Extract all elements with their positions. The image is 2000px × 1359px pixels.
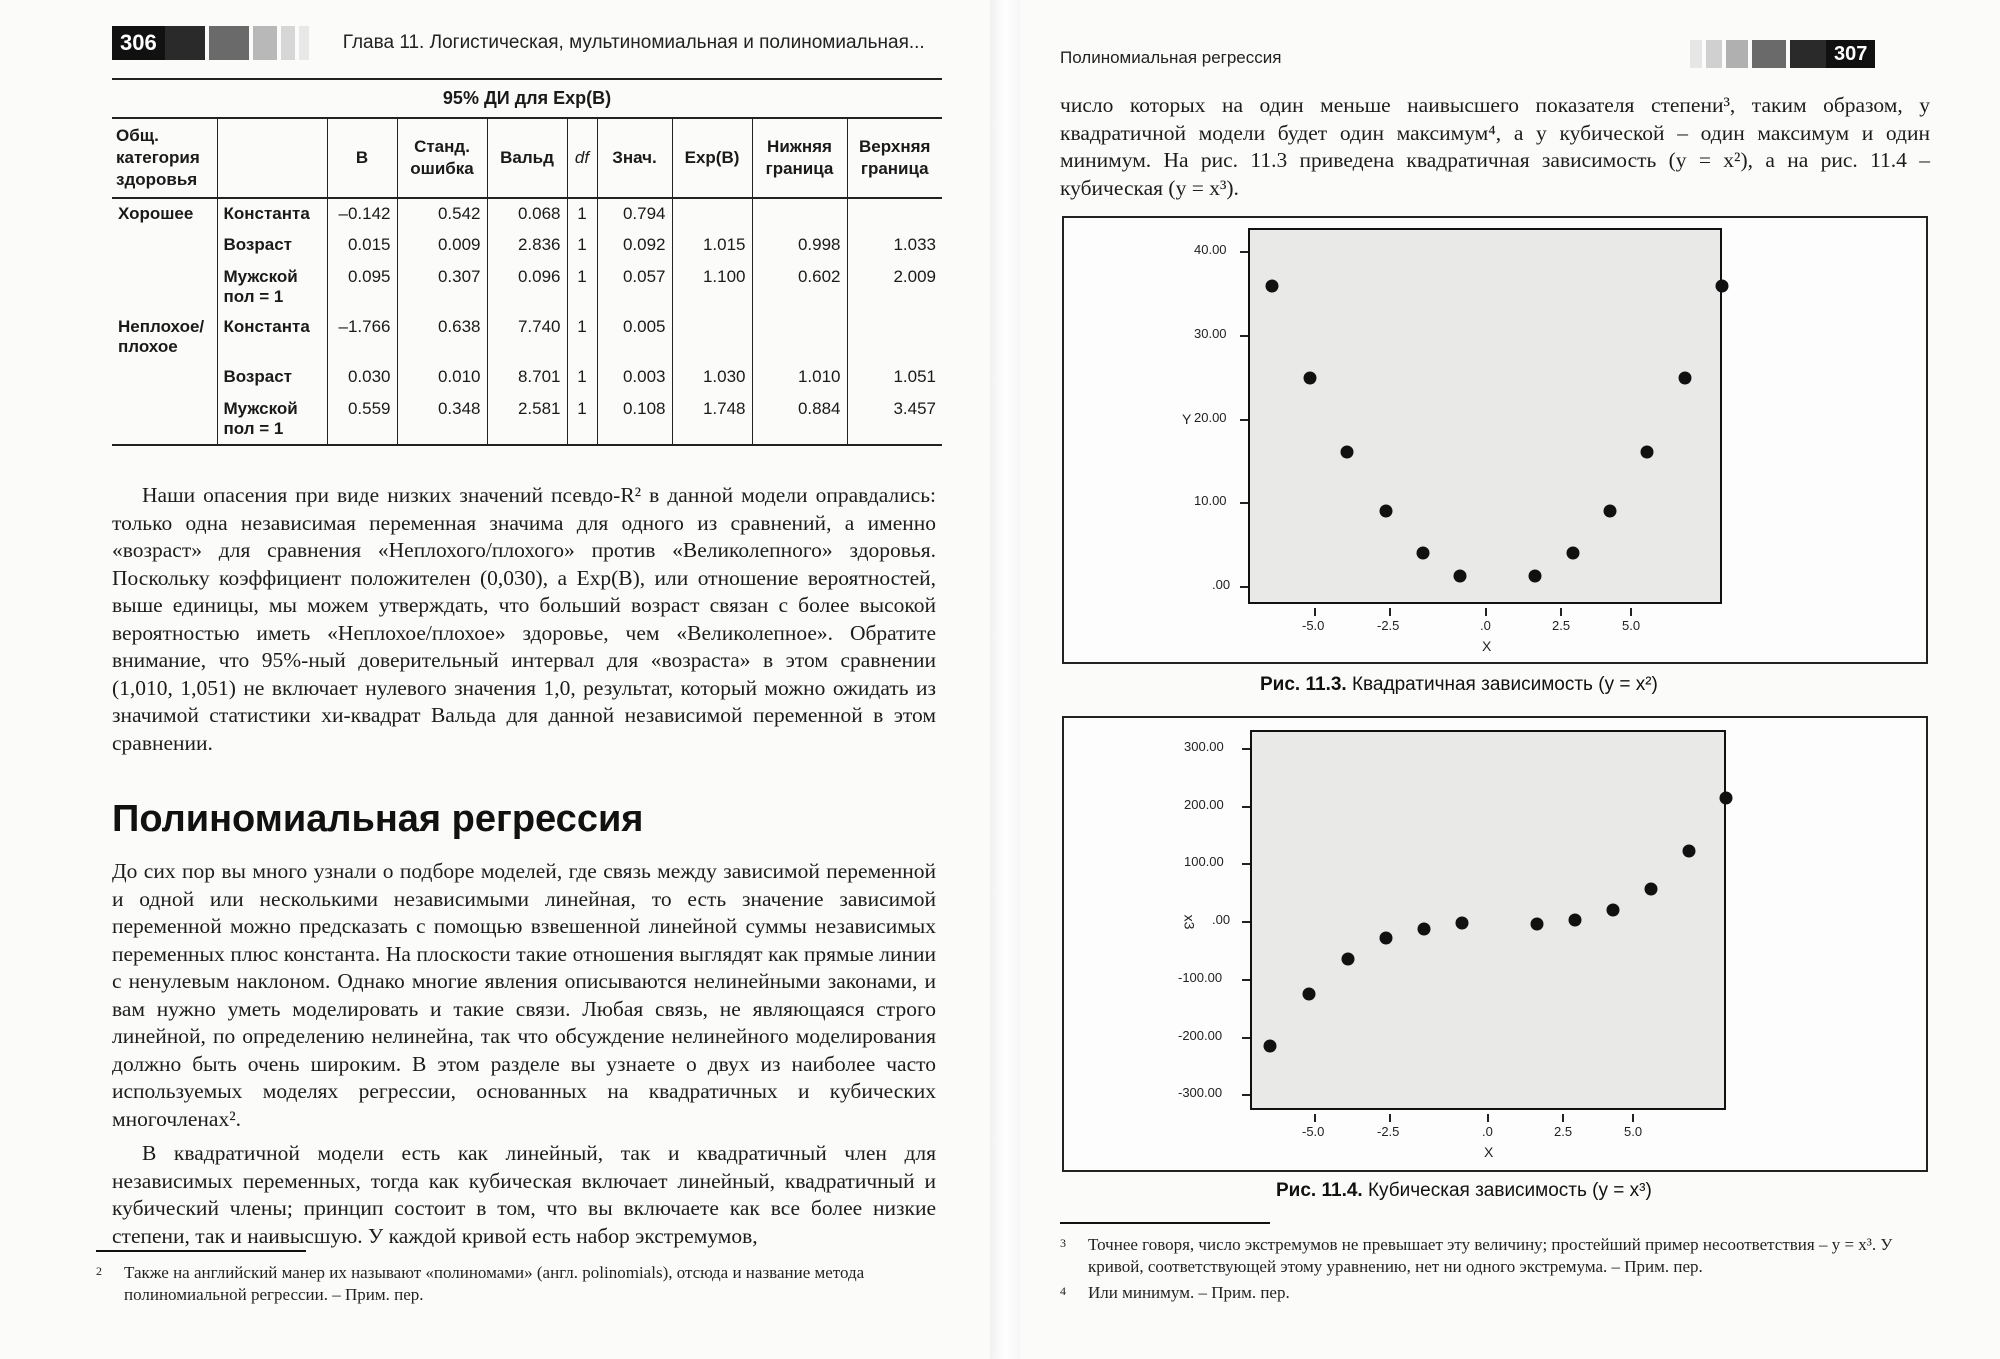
- data-point: [1418, 923, 1431, 936]
- data-point: [1264, 1040, 1277, 1053]
- col-header: Верхняя граница: [847, 119, 942, 198]
- cell-df: 1: [567, 198, 597, 230]
- cell-lower: 0.884: [752, 394, 847, 445]
- cell-df: 1: [567, 394, 597, 445]
- y-tick: [1240, 335, 1248, 337]
- cell-lower: 0.998: [752, 230, 847, 262]
- col-header: Нижняя граница: [752, 119, 847, 198]
- decorative-bar: [1726, 40, 1748, 68]
- x-tick-label: 5.0: [1624, 1124, 1643, 1139]
- x-axis-title: X: [1484, 1144, 1494, 1160]
- footnote-mark: 3: [1060, 1236, 1066, 1250]
- data-point: [1567, 547, 1580, 560]
- data-point: [1417, 547, 1430, 560]
- decorative-bar: [1790, 40, 1826, 68]
- cell-expb: [672, 198, 752, 230]
- decorative-bar: [209, 26, 249, 60]
- y-tick: [1242, 1037, 1250, 1039]
- col-header: df: [567, 119, 597, 198]
- cell-wald: 2.836: [487, 230, 567, 262]
- footnote-2: [96, 1262, 936, 1306]
- data-point: [1716, 280, 1729, 293]
- cell-se: 0.348: [397, 394, 487, 445]
- cell-wald: 0.096: [487, 262, 567, 312]
- decorative-bar: [253, 26, 277, 60]
- data-point: [1607, 904, 1620, 917]
- footnote-mark: 2: [96, 1264, 102, 1278]
- cell-expb: 1.748: [672, 394, 752, 445]
- paragraph-quadratic: [112, 1140, 936, 1250]
- page-number: 306: [112, 26, 165, 60]
- cell-expb: [672, 312, 752, 362]
- x-tick: [1632, 1114, 1634, 1122]
- x-tick-label: .0: [1480, 618, 1491, 633]
- footnote-text: Точнее говоря, число экстремумов не превышает эту величину; простейший пример несоответствия – y = x³. У кривой, соответствующей этому уравнению, нет ни одного экстремума. – Прим. пер.: [1088, 1235, 1893, 1276]
- cell-lower: 1.010: [752, 362, 847, 394]
- cell-lower: 0.602: [752, 262, 847, 312]
- cell-upper: [847, 312, 942, 362]
- footnotes-left: [96, 1262, 936, 1310]
- cell-sig: 0.794: [597, 198, 672, 230]
- data-point: [1531, 918, 1544, 931]
- y-tick-label: 300.00: [1184, 739, 1224, 754]
- paragraph-text: До сих пор вы много узнали о подборе моделей, где связь между зависимой переменной и одной или несколькими независимыми линейная, то есть значение зависимой переменной можно предсказать с помощью взвешенной линейной суммы независимых переменных плюс константа. На плоскости такие отношения выглядят как прямые линии с ненулевым наклоном. Однако многие явления описываются нелинейными законами, и вам нужно уметь моделировать и такие связи. Любая связь, не являющаяся строго линейной, по определению нелинейна, так что обсуждение нелинейного моделирования должно быть очень широким. В этом разделе вы узнаете о двух из наиболее часто используемых моделях регрессии, основанных на квадратичных и кубических многочленах².: [112, 859, 936, 1131]
- right-page: [1020, 0, 2000, 1359]
- figure-cubic: [1062, 716, 1928, 1172]
- cell-se: 0.542: [397, 198, 487, 230]
- data-point: [1380, 932, 1393, 945]
- table-caption: 95% ДИ для Exp(B): [112, 78, 942, 119]
- cell-se: 0.307: [397, 262, 487, 312]
- y-tick: [1240, 586, 1248, 588]
- running-head-left: [112, 26, 925, 60]
- footnote-rule: [1060, 1222, 1270, 1224]
- col-header: B: [327, 119, 397, 198]
- y-tick: [1242, 748, 1250, 750]
- regression-table: [112, 78, 942, 446]
- x-tick: [1314, 608, 1316, 616]
- x-tick: [1485, 608, 1487, 616]
- data-point: [1380, 505, 1393, 518]
- y-tick-label: 30.00: [1194, 326, 1227, 341]
- y-tick-label: .00: [1212, 577, 1231, 592]
- cell-group: [112, 230, 217, 262]
- cell-sig: 0.005: [597, 312, 672, 362]
- col-header: Общ. категория здоровья: [112, 119, 217, 198]
- footnotes-right: [1060, 1234, 1940, 1308]
- cell-b: –0.142: [327, 198, 397, 230]
- cell-wald: 8.701: [487, 362, 567, 394]
- figure-caption-text: Квадратичная зависимость (y = x²): [1351, 674, 1658, 695]
- footnote-text: Или минимум. – Прим. пер.: [1088, 1283, 1290, 1302]
- x-tick-label: 5.0: [1622, 618, 1641, 633]
- x-tick: [1389, 1114, 1391, 1122]
- plot-area: [1250, 730, 1726, 1110]
- y-tick-label: 20.00: [1194, 410, 1227, 425]
- cell-group: Неплохое/ плохое: [118, 317, 205, 357]
- x-tick-label: -2.5: [1377, 1124, 1400, 1139]
- col-header: Вальд: [487, 119, 567, 198]
- book-gutter: [990, 0, 1020, 1359]
- paragraph-text: Наши опасения при виде низких значений псевдо-R² в данной модели оправдались: только одна независимая переменная значима для одного из сравнений, а именно «возраст» для сравнения «Неплохого/плохого» против «Великолепного» здоровья. Поскольку коэффициент положителен (0,030), а Exp(B), или отношение вероятностей, выше единицы, мы можем утверждать, что больший возраст связан с более высокой вероятностью иметь «Неплохое/плохое» здоровье, чем «Великолепное». Обратите внимание, что 95%-ный доверительный интервал для «возраста» в этом сравнении (1,010, 1,051) не включает нулевого значения 1,0, результат, который можно ожидать из значимой статистики хи-квадрат Вальда для данной независимой переменной в этом сравнении.: [112, 483, 936, 755]
- footnote-4: [1060, 1282, 1940, 1304]
- cell-expb: 1.015: [672, 230, 752, 262]
- decorative-bar: [299, 26, 309, 60]
- cell-var: Константа: [217, 198, 327, 230]
- y-tick: [1240, 419, 1248, 421]
- y-tick-label: 40.00: [1194, 242, 1227, 257]
- cell-se: 0.010: [397, 362, 487, 394]
- data-point: [1641, 446, 1654, 459]
- x-tick: [1389, 608, 1391, 616]
- y-tick-label: 10.00: [1194, 493, 1227, 508]
- cell-group: [112, 262, 217, 312]
- cell-lower: [752, 198, 847, 230]
- decorative-bar: [281, 26, 295, 60]
- data-point: [1720, 792, 1733, 805]
- decorative-bar: [1706, 40, 1722, 68]
- x-tick-label: 2.5: [1552, 618, 1571, 633]
- y-tick: [1240, 251, 1248, 253]
- cell-expb: 1.030: [672, 362, 752, 394]
- cell-var: Мужской пол = 1: [217, 262, 327, 312]
- paragraph-intro: [112, 858, 936, 1133]
- cell-df: 1: [567, 362, 597, 394]
- data-point: [1456, 917, 1469, 930]
- data-point: [1679, 372, 1692, 385]
- cell-upper: 1.033: [847, 230, 942, 262]
- table-row: [112, 362, 942, 394]
- cell-var: Возраст: [217, 362, 327, 394]
- paragraph-text: В квадратичной модели есть как линейный, так и квадратичный член для независимых переменных, тогда как кубическая включает линейный, квадратичный и кубический члены; принцип состоит в том, что вы включаете как все более низкие степени, так и наивысшую. У каждой кривой есть набор экстремумов,: [112, 1141, 936, 1248]
- decorative-bar: [1752, 40, 1786, 68]
- y-tick: [1242, 806, 1250, 808]
- cell-wald: 2.581: [487, 394, 567, 445]
- running-head-right: [1060, 48, 1281, 68]
- cell-var: Мужской пол = 1: [217, 394, 327, 445]
- figure-label: Рис. 11.3.: [1260, 674, 1347, 695]
- decorative-bar: [165, 26, 205, 60]
- footnote-rule: [96, 1250, 306, 1252]
- figure-caption-text: Кубическая зависимость (y = x³): [1367, 1180, 1652, 1201]
- data-point: [1342, 953, 1355, 966]
- cell-sig: 0.003: [597, 362, 672, 394]
- y-tick-label: -200.00: [1178, 1028, 1223, 1043]
- cell-upper: 2.009: [847, 262, 942, 312]
- cell-lower: [752, 312, 847, 362]
- x-tick-label: -5.0: [1302, 1124, 1325, 1139]
- data-point: [1529, 570, 1542, 583]
- y-tick: [1242, 979, 1250, 981]
- running-head-title: Глава 11. Логистическая, мультиномиальная и полиномиальная...: [342, 32, 925, 53]
- table-row: [112, 262, 942, 312]
- figure-caption-11-3: [1260, 674, 1658, 696]
- data-point: [1683, 845, 1696, 858]
- data-point: [1569, 914, 1582, 927]
- paragraph-extrema: [1060, 92, 1930, 202]
- cell-upper: [847, 198, 942, 230]
- cell-se: 0.009: [397, 230, 487, 262]
- cell-group: Хорошее: [118, 204, 194, 224]
- x-tick-label: .0: [1482, 1124, 1493, 1139]
- y-tick-label: .00: [1212, 912, 1231, 927]
- y-tick: [1242, 1094, 1250, 1096]
- cell-df: 1: [567, 312, 597, 362]
- y-tick: [1242, 921, 1250, 923]
- cell-var: Возраст: [217, 230, 327, 262]
- page-number: 307: [1826, 40, 1875, 68]
- cell-var: Константа: [217, 312, 327, 362]
- x-tick: [1630, 608, 1632, 616]
- running-head-title: Полиномиальная регрессия: [1060, 48, 1282, 67]
- data-point: [1266, 280, 1279, 293]
- figure-caption-11-4: [1276, 1180, 1652, 1202]
- cell-sig: 0.108: [597, 394, 672, 445]
- cell-wald: 7.740: [487, 312, 567, 362]
- paragraph-results: [112, 482, 936, 757]
- col-header: [217, 119, 327, 198]
- x-tick: [1314, 1114, 1316, 1122]
- x-axis-title: X: [1482, 638, 1492, 654]
- cell-df: 1: [567, 230, 597, 262]
- data-point: [1454, 570, 1467, 583]
- table-header-row: [112, 119, 942, 198]
- cell-upper: 3.457: [847, 394, 942, 445]
- plot-area: [1248, 228, 1722, 604]
- y-tick: [1242, 863, 1250, 865]
- data-point: [1304, 372, 1317, 385]
- cell-b: 0.095: [327, 262, 397, 312]
- cell-b: –1.766: [327, 312, 397, 362]
- cell-wald: 0.068: [487, 198, 567, 230]
- cell-df: 1: [567, 262, 597, 312]
- cell-b: 0.559: [327, 394, 397, 445]
- cell-group: [112, 394, 217, 445]
- cell-group: [112, 362, 217, 394]
- x-tick-label: 2.5: [1554, 1124, 1573, 1139]
- running-head-right-tabs: [1690, 40, 1875, 68]
- left-page: [0, 0, 990, 1359]
- x-tick-label: -5.0: [1302, 618, 1325, 633]
- paragraph-text: число которых на один меньше наивысшего показателя степени³, таким образом, у квадратичной модели будет один максимум⁴, а у кубической – один максимум и один минимум. На рис. 11.3 приведена квадратичная зависимость (y = x²), а на рис. 11.4 – кубическая (y = x³).: [1060, 93, 1930, 200]
- footnote-mark: 4: [1060, 1284, 1066, 1298]
- y-tick-label: -300.00: [1178, 1085, 1223, 1100]
- y-axis-title: Y: [1182, 411, 1192, 427]
- y-tick-label: 100.00: [1184, 854, 1224, 869]
- data-point: [1604, 505, 1617, 518]
- table-row: [112, 312, 942, 362]
- x-tick: [1562, 1114, 1564, 1122]
- col-header: Exp(B): [672, 119, 752, 198]
- cell-upper: 1.051: [847, 362, 942, 394]
- footnote-text: Также на английский манер их называют «полиномами» (англ. polinomials), отсюда и название метода полиномиальной регрессии. – Прим. пер.: [124, 1263, 865, 1304]
- cell-sig: 0.092: [597, 230, 672, 262]
- cell-b: 0.015: [327, 230, 397, 262]
- decorative-bar: [1690, 40, 1702, 68]
- cell-se: 0.638: [397, 312, 487, 362]
- table-row: [112, 198, 942, 230]
- footnote-3: [1060, 1234, 1940, 1278]
- cell-b: 0.030: [327, 362, 397, 394]
- y-tick: [1240, 502, 1248, 504]
- table-row: [112, 230, 942, 262]
- figure-quadratic: [1062, 216, 1928, 664]
- data-point: [1341, 446, 1354, 459]
- y-axis-title: x3: [1181, 914, 1198, 930]
- cell-sig: 0.057: [597, 262, 672, 312]
- table-row: [112, 394, 942, 445]
- y-tick-label: 200.00: [1184, 797, 1224, 812]
- data-point: [1303, 988, 1316, 1001]
- col-header: Станд. ошибка: [397, 119, 487, 198]
- x-tick-label: -2.5: [1377, 618, 1400, 633]
- section-title: Полиномиальная регрессия: [112, 798, 644, 840]
- y-tick-label: -100.00: [1178, 970, 1223, 985]
- x-tick: [1487, 1114, 1489, 1122]
- figure-label: Рис. 11.4.: [1276, 1180, 1363, 1201]
- data-point: [1645, 883, 1658, 896]
- col-header: Знач.: [597, 119, 672, 198]
- x-tick: [1560, 608, 1562, 616]
- cell-expb: 1.100: [672, 262, 752, 312]
